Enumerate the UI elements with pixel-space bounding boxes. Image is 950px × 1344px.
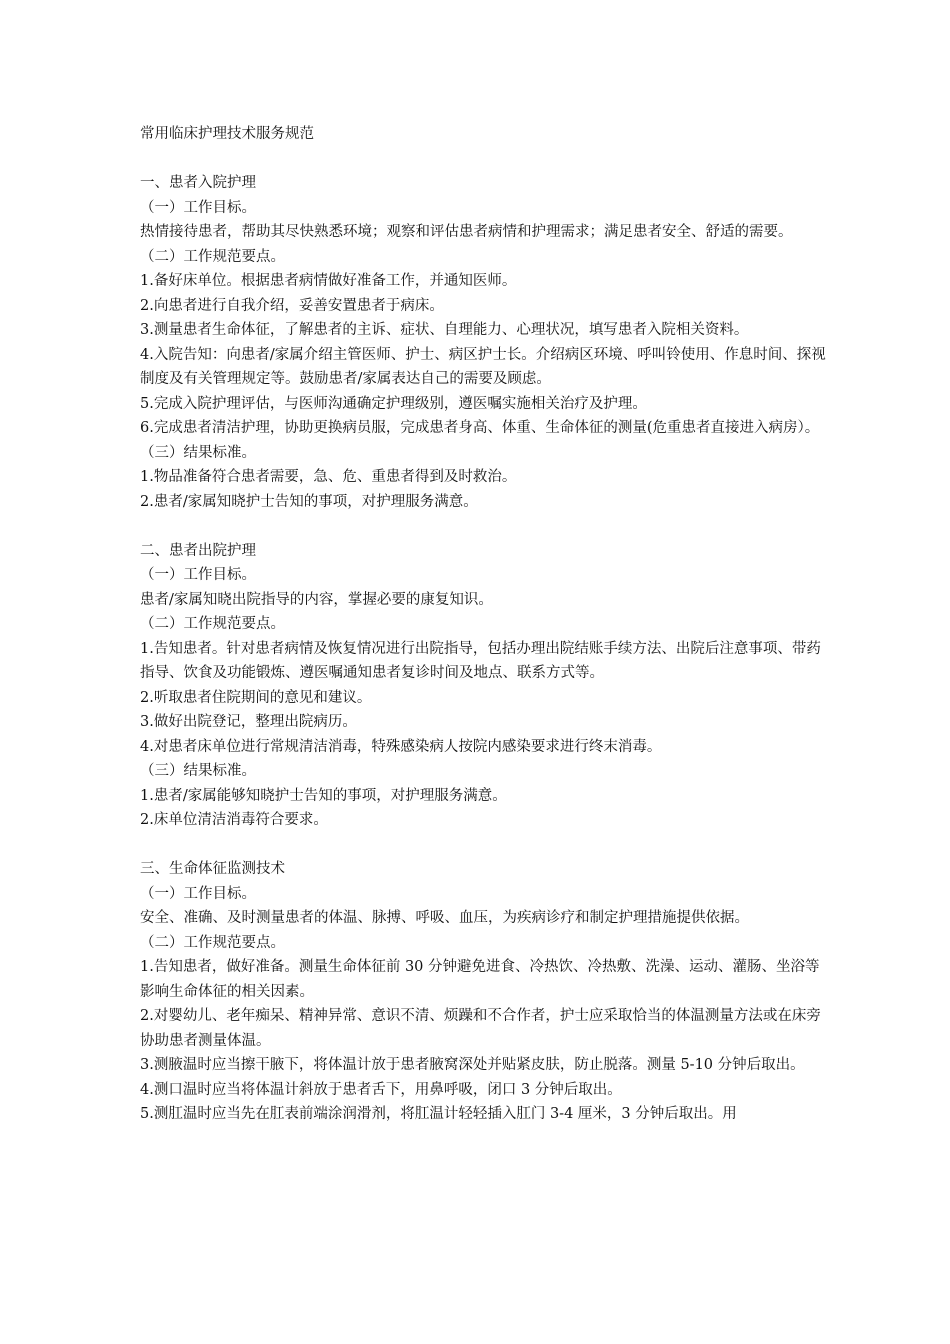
list-item: 1.告知患者。针对患者病情及恢复情况进行出院指导，包括办理出院结账手续方法、出院后注意事项、带药指导、饮食及功能锻炼、遵医嘱通知患者复诊时间及地点、联系方式等。	[140, 640, 821, 681]
list-item: 2.对婴幼儿、老年痴呆、精神异常、意识不清、烦躁和不合作者，护士应采取恰当的体温测量方法或在床旁协助患者测量体温。	[140, 1008, 821, 1049]
subsection-heading: （一）工作目标。	[140, 199, 256, 216]
result-item: 1.患者/家属能够知晓护士告知的事项，对护理服务满意。	[140, 787, 507, 804]
list-item: 4.入院告知：向患者/家属介绍主管医师、护士、病区护士长。介绍病区环境、呼叫铃使用、作息时间、探视制度及有关管理规定等。鼓励患者/家属表达自己的需要及顾虑。	[140, 346, 826, 387]
blank-line	[140, 514, 830, 539]
list-item: 5.完成入院护理评估，与医师沟通确定护理级别，遵医嘱实施相关治疗及护理。	[140, 395, 647, 412]
list-item: 1.备好床单位。根据患者病情做好准备工作，并通知医师。	[140, 273, 517, 289]
list-item: 5.测肛温时应当先在肛表前端涂润滑剂，将肛温计轻轻插入肛门 3-4 厘米，3 分钟后取出。用	[140, 1106, 737, 1122]
subsection-heading: （三）结果标准。	[140, 763, 256, 779]
paragraph: 热情接待患者，帮助其尽快熟悉环境；观察和评估患者病情和护理需求；满足患者安全、舒适的需要。	[140, 224, 793, 240]
list-item: 3.做好出院登记，整理出院病历。	[140, 714, 357, 730]
subsection-heading: （二）工作规范要点。	[140, 934, 285, 951]
document-title: 常用临床护理技术服务规范	[140, 126, 314, 142]
list-item: 4.对患者床单位进行常规清洁消毒，特殊感染病人按院内感染要求进行终末消毒。	[140, 738, 662, 755]
document-body	[140, 122, 830, 1127]
subsection-heading: （二）工作规范要点。	[140, 248, 285, 265]
list-item: 4.测口温时应当将体温计斜放于患者舌下，用鼻呼吸，闭口 3 分钟后取出。	[140, 1081, 622, 1098]
subsection-heading: （二）工作规范要点。	[140, 616, 285, 632]
blank-line	[140, 833, 830, 858]
section-heading: 三、生命体征监测技术	[140, 861, 285, 877]
section-heading: 二、患者出院护理	[140, 542, 256, 559]
paragraph: 患者/家属知晓出院指导的内容，掌握必要的康复知识。	[140, 591, 493, 608]
list-item: 2.听取患者住院期间的意见和建议。	[140, 689, 372, 706]
subsection-heading: （一）工作目标。	[140, 567, 256, 583]
result-item: 2.床单位清洁消毒符合要求。	[140, 812, 328, 828]
result-item: 2.患者/家属知晓护士告知的事项，对护理服务满意。	[140, 493, 478, 510]
subsection-heading: （三）结果标准。	[140, 444, 256, 461]
list-item: 3.测腋温时应当擦干腋下，将体温计放于患者腋窝深处并贴紧皮肤，防止脱落。测量 5-10 分钟后取出。	[140, 1057, 805, 1073]
paragraph: 安全、准确、及时测量患者的体温、脉搏、呼吸、血压，为疾病诊疗和制定护理措施提供依据。	[140, 910, 749, 926]
section-heading: 一、患者入院护理	[140, 175, 256, 191]
list-item: 3.测量患者生命体征，了解患者的主诉、症状、自理能力、心理状况，填写患者入院相关资料。	[140, 322, 749, 338]
list-item: 6.完成患者清洁护理，协助更换病员服，完成患者身高、体重、生命体征的测量(危重患者直接进入病房）。	[140, 420, 820, 436]
list-item: 2.向患者进行自我介绍，妥善安置患者于病床。	[140, 297, 444, 314]
list-item: 1.告知患者，做好准备。测量生命体征前 30 分钟避免进食、冷热饮、冷热敷、洗澡、运动、灌肠、坐浴等影响生命体征的相关因素。	[140, 959, 820, 1000]
blank-line	[140, 147, 830, 172]
subsection-heading: （一）工作目标。	[140, 885, 256, 902]
result-item: 1.物品准备符合患者需要，急、危、重患者得到及时救治。	[140, 469, 517, 485]
